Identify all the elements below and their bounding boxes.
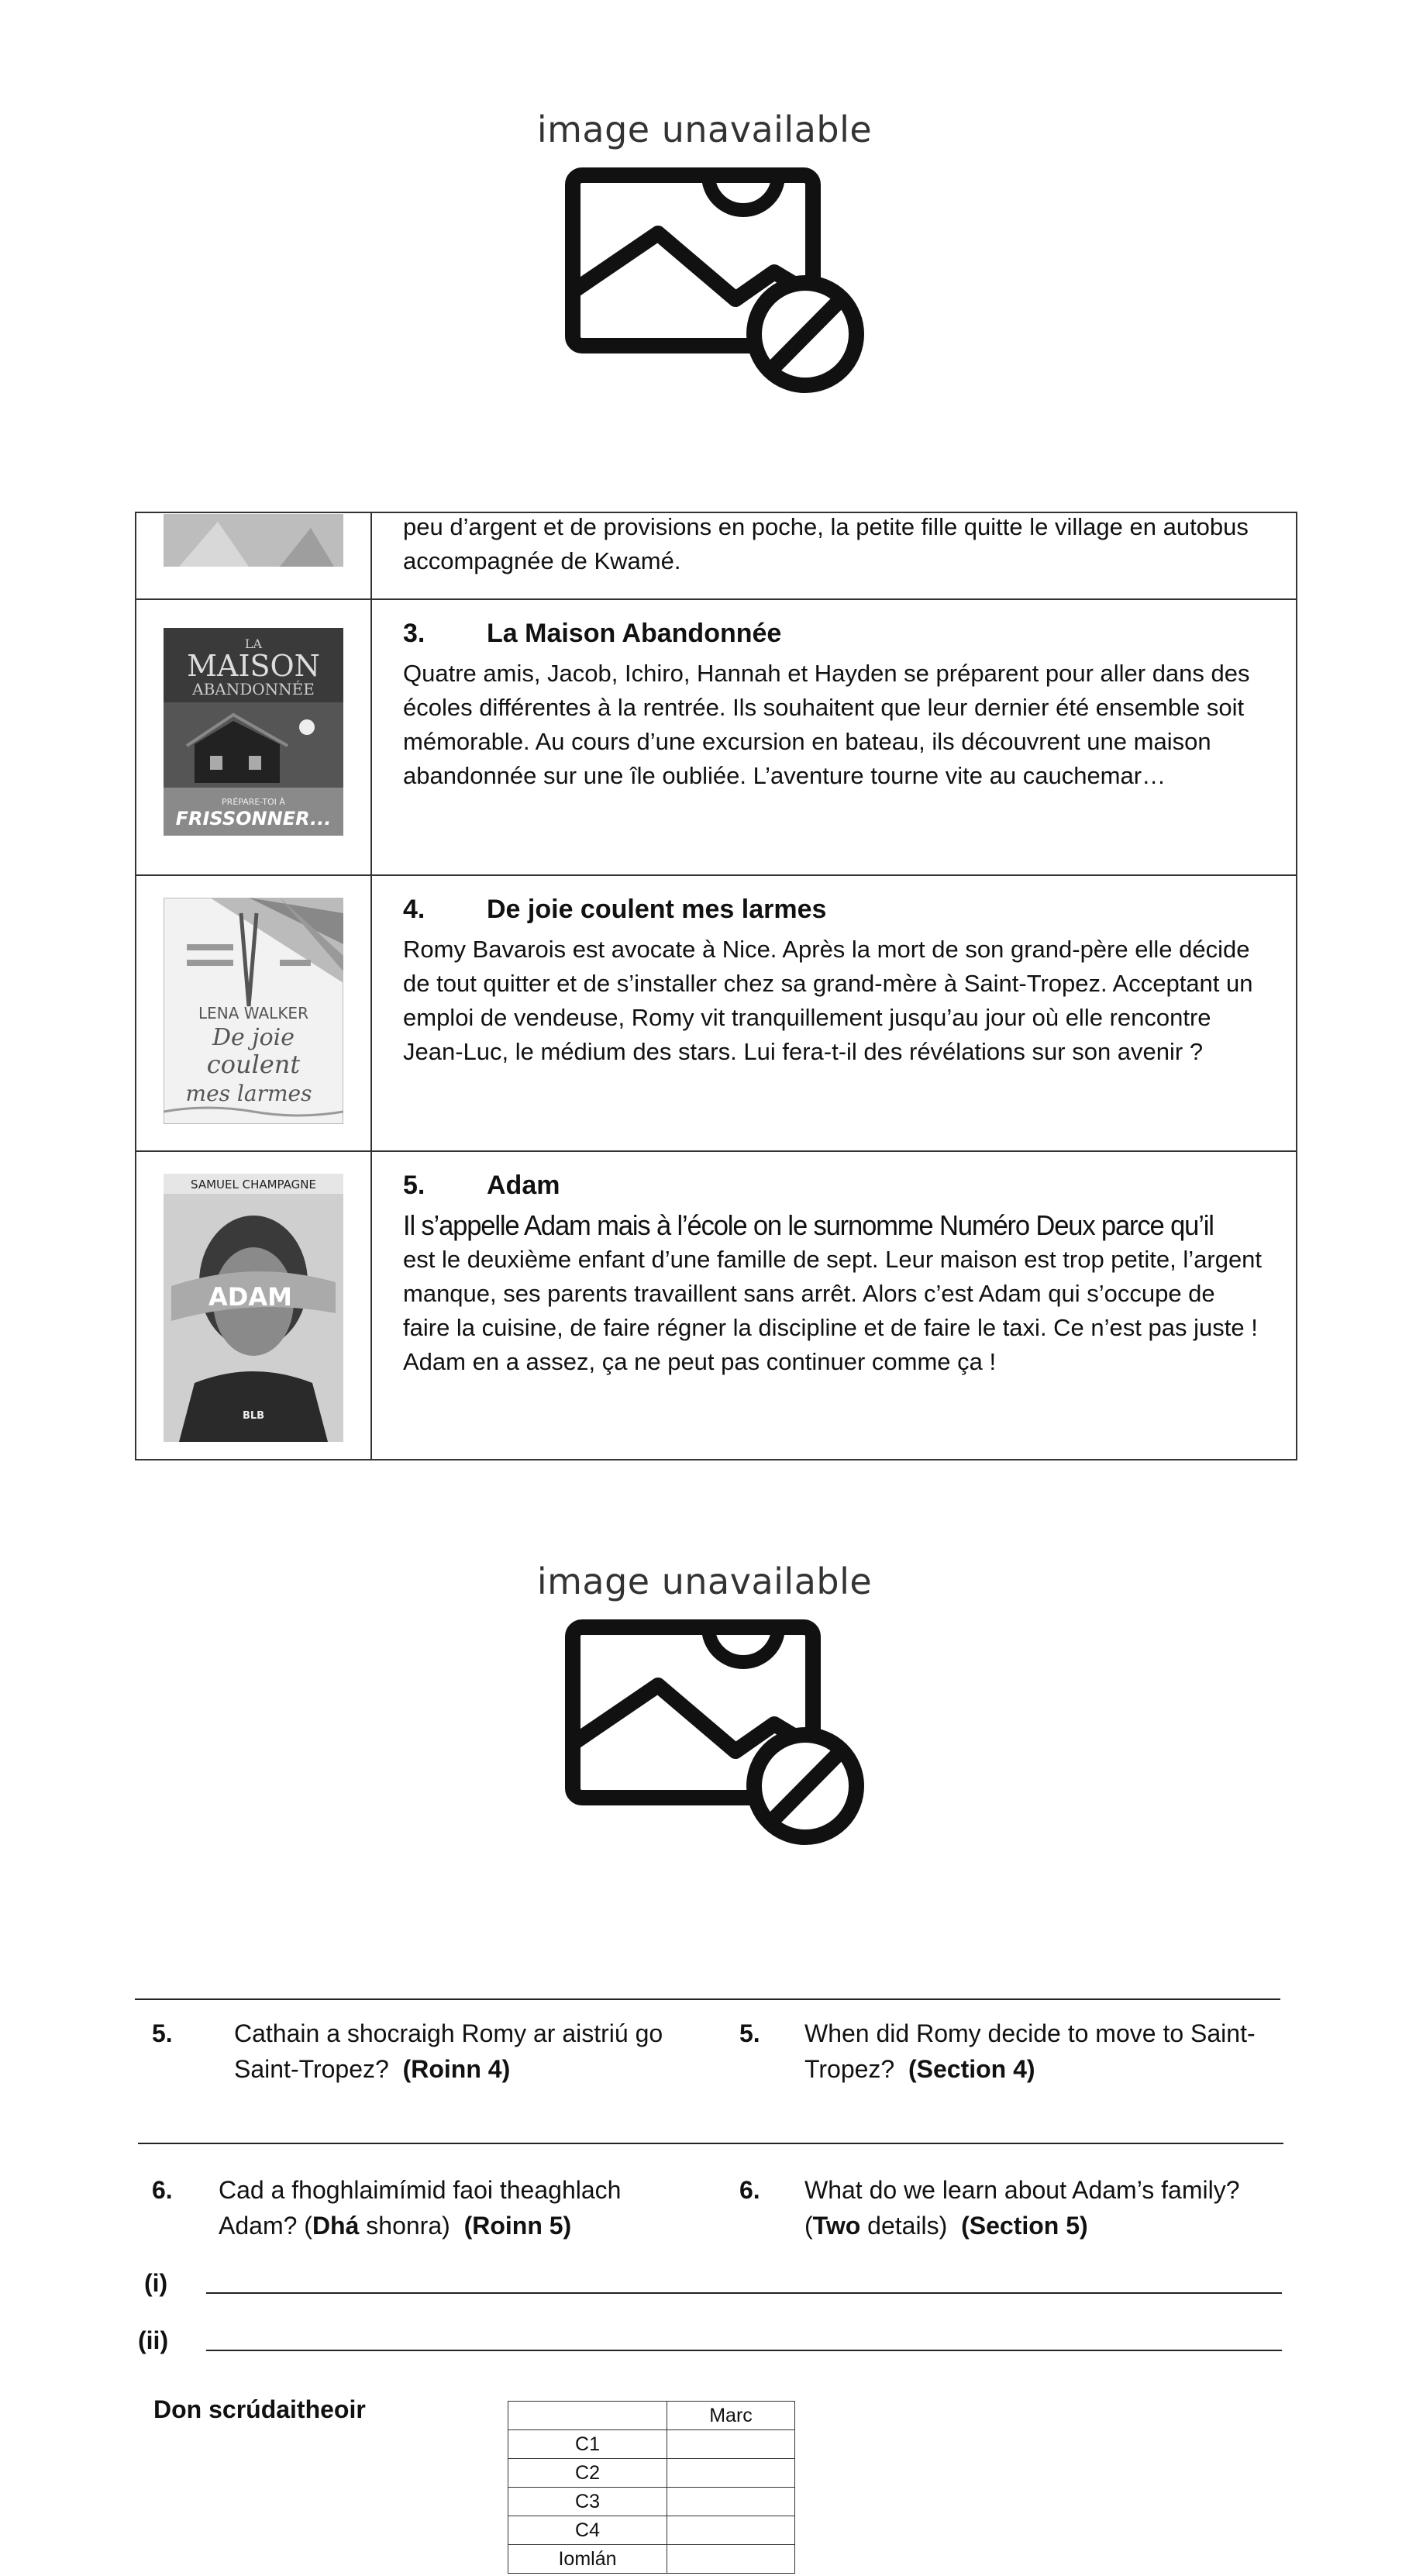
divider-line xyxy=(135,1998,1280,2000)
question-text: Cathain a shocraigh Romy ar aistriú go Saint-Tropez? xyxy=(234,2019,663,2083)
cover-text: FRISSONNER... xyxy=(175,808,332,829)
marks-value-cell[interactable] xyxy=(667,2459,795,2488)
cover-text: ADAM xyxy=(208,1282,292,1312)
answer-line-i[interactable] xyxy=(206,2292,1282,2294)
answer-line-q5[interactable] xyxy=(138,2143,1283,2144)
book-text-cell xyxy=(371,1151,1297,1460)
book-cover-adam xyxy=(164,1174,343,1446)
book-number: 5. xyxy=(403,1171,425,1200)
marks-row xyxy=(508,2430,795,2459)
cover-text: SAMUEL CHAMPAGNE xyxy=(191,1178,316,1191)
marks-row-label: C3 xyxy=(508,2488,667,2516)
book-cover-maison xyxy=(164,628,343,840)
question-6-english xyxy=(739,2172,1282,2250)
book-title-text: Adam xyxy=(487,1171,560,1200)
book-cover-de-joie xyxy=(164,898,343,1128)
question-number: 5. xyxy=(739,2019,760,2047)
question-5-irish xyxy=(152,2016,710,2093)
book-row-4 xyxy=(136,875,1297,1151)
book-title-3 xyxy=(403,619,1265,649)
book-cover-cell xyxy=(136,875,371,1151)
question-number: 5. xyxy=(152,2019,173,2047)
book-row-3 xyxy=(136,599,1297,875)
marks-row xyxy=(508,2516,795,2545)
image-placeholder-mid xyxy=(0,1560,1409,1852)
question-number: 6. xyxy=(739,2176,760,2204)
placeholder-text: image unavailable xyxy=(536,109,873,150)
image-unavailable-icon xyxy=(542,167,867,400)
book-text-cell xyxy=(371,512,1297,599)
image-placeholder-top xyxy=(0,109,1409,400)
marks-value-cell[interactable] xyxy=(667,2488,795,2516)
placeholder-text: image unavailable xyxy=(536,1560,873,1602)
book-description: est le deuxième enfant d’une famille de sept. Leur maison est trop petite, l’argent manque, ses parents travaillent sans arrêt. Alors c’est Adam qui s’occupe de faire la cuisine, de faire régner la discipline et de faire le taxi. Ce n’est pas juste ! Adam en a assez, ça ne peut pas continuer comme ça ! xyxy=(403,1246,1263,1375)
marks-row xyxy=(508,2545,795,2574)
question-5-english xyxy=(739,2016,1282,2093)
marks-header: Marc xyxy=(667,2402,795,2430)
answer-label-i: (i) xyxy=(144,2269,168,2297)
book-row-5 xyxy=(136,1151,1297,1460)
marks-value-cell[interactable] xyxy=(667,2430,795,2459)
cover-text: LENA WALKER xyxy=(198,1004,308,1022)
question-bold: Two xyxy=(812,2212,861,2240)
question-6-irish xyxy=(152,2172,710,2250)
marks-value-cell[interactable] xyxy=(667,2545,795,2574)
marks-value-cell[interactable] xyxy=(667,2516,795,2545)
question-text: Cad a fhoghlaimímid faoi theaghlach Adam? ( xyxy=(219,2176,622,2240)
examiner-marks-table xyxy=(508,2401,795,2574)
cover-text: ABANDONNÉE xyxy=(192,680,315,698)
book-number: 3. xyxy=(403,619,425,648)
answer-label-ii: (ii) xyxy=(138,2326,169,2354)
question-text: shonra) xyxy=(359,2212,450,2240)
book-title-5 xyxy=(403,1171,1265,1201)
book-description-partial: peu d’argent et de provisions en poche, la petite fille quitte le village en autobus accompagnée de Kwamé. xyxy=(403,513,1249,574)
book-text-cell xyxy=(371,875,1297,1151)
marks-row-label: C1 xyxy=(508,2430,667,2459)
book-description-first-line: Il s’appelle Adam mais à l’école on le surnomme Numéro Deux parce qu’il xyxy=(403,1209,1214,1241)
question-bold: Dhá xyxy=(312,2212,360,2240)
question-text: What do we learn about Adam’s family? ( xyxy=(804,2176,1240,2240)
book-table xyxy=(135,512,1297,1460)
marks-row-label: C4 xyxy=(508,2516,667,2545)
question-number: 6. xyxy=(152,2176,173,2204)
book-row-2 xyxy=(136,512,1297,599)
examiner-label: Don scrúdaitheoir xyxy=(153,2395,366,2423)
book-cover-cell xyxy=(136,599,371,875)
question-section: (Section 4) xyxy=(908,2055,1035,2083)
book-cover-cell xyxy=(136,1151,371,1460)
cover-text: BLB xyxy=(242,1410,265,1422)
marks-empty-cell xyxy=(508,2402,667,2430)
marks-row xyxy=(508,2488,795,2516)
book-description: Romy Bavarois est avocate à Nice. Après la mort de son grand-père elle décide de tout quitter et de s’installer chez sa grand-mère à Saint-Tropez. Acceptant un emploi de vendeuse, Romy vit tranquillement jusqu’au jour où elle rencontre Jean-Luc, le médium des stars. Lui fera-t-il des révélations sur son avenir ? xyxy=(403,936,1253,1065)
question-section: (Roinn 5) xyxy=(463,2212,572,2240)
question-section: (Section 5) xyxy=(961,2212,1088,2240)
book-description: Quatre amis, Jacob, Ichiro, Hannah et Hayden se préparent pour aller dans des écoles différentes à la rentrée. Ils souhaitent que leur dernier été ensemble soit mémorable. Au cours d’une excursion en bateau, ils découvrent une maison abandonnée sur une île oubliée. L’aventure tourne vite au cauchemar… xyxy=(403,660,1250,789)
book-cover-2 xyxy=(164,514,343,571)
cover-text: LA xyxy=(244,636,263,651)
question-section: (Roinn 4) xyxy=(402,2055,511,2083)
marks-row xyxy=(508,2459,795,2488)
book-title-4 xyxy=(403,895,1265,925)
book-title-text: La Maison Abandonnée xyxy=(487,619,782,648)
question-text: When did Romy decide to move to Saint-Tropez? xyxy=(804,2019,1256,2083)
marks-row-label: Iomlán xyxy=(508,2545,667,2574)
marks-row-label: C2 xyxy=(508,2459,667,2488)
cover-text: MAISON xyxy=(187,649,320,683)
question-text: details) xyxy=(860,2212,948,2240)
cover-text: PRÉPARE-TOI À xyxy=(222,797,285,807)
book-title-text: De joie coulent mes larmes xyxy=(487,895,827,924)
marks-header-row xyxy=(508,2402,795,2430)
book-cover-cell xyxy=(136,512,371,599)
book-number: 4. xyxy=(403,895,425,924)
image-unavailable-icon xyxy=(542,1619,867,1852)
cover-text: De joie xyxy=(212,1024,295,1051)
answer-line-ii[interactable] xyxy=(206,2350,1282,2351)
cover-text: mes larmes xyxy=(185,1081,312,1106)
book-text-cell xyxy=(371,599,1297,875)
cover-text: coulent xyxy=(206,1050,301,1079)
